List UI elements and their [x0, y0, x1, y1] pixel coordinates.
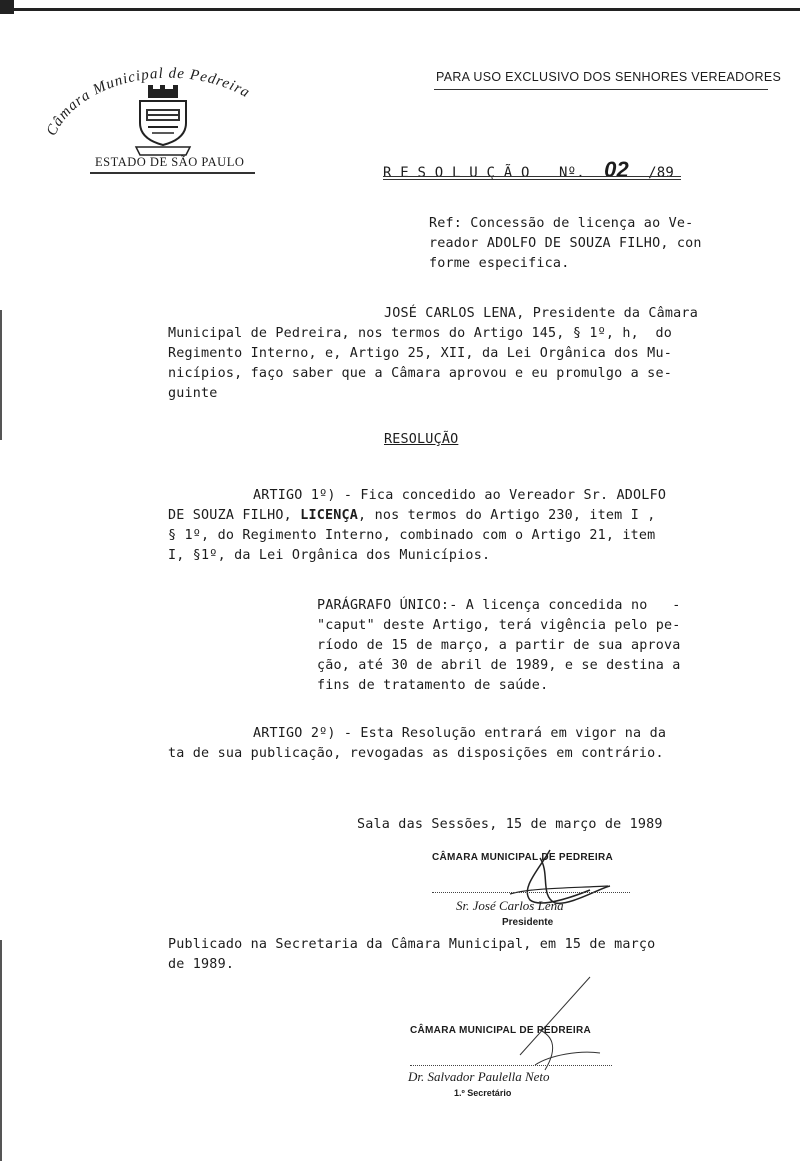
article-1-text: , nos termos do Artigo 230, item I ,: [358, 508, 656, 523]
resolution-number-prefix: Nº.: [558, 165, 585, 181]
coat-of-arms-seal: [40, 55, 300, 165]
ref-line: Ref: Concessão de licença ao Ve-: [429, 216, 694, 231]
article-1-line: § 1º, do Regimento Interno, combinado com o Artigo 21, item: [168, 528, 656, 543]
ref-line: reador ADOLFO DE SOUZA FILHO, con: [429, 236, 702, 251]
publication-line: Publicado na Secretaria da Câmara Municipal, em 15 de março: [168, 937, 656, 952]
article-1-line: [168, 508, 655, 523]
article-2-line: ta de sua publicação, revogadas as disposições em contrário.: [168, 746, 664, 761]
article-2-line: ARTIGO 2º) - Esta Resolução entrará em vigor na da: [253, 726, 667, 741]
exclusive-use-underline: [434, 89, 768, 90]
scan-corner-mark: [0, 0, 14, 14]
resolution-year: /89: [648, 165, 675, 181]
sole-paragraph-line: fins de tratamento de saúde.: [317, 678, 549, 693]
chamber-stamp: CÂMARA MUNICIPAL DE PEDREIRA: [410, 1025, 591, 1036]
chamber-stamp: CÂMARA MUNICIPAL DE PEDREIRA: [432, 852, 613, 863]
scan-left-mark: [0, 310, 2, 440]
intro-line: JOSÉ CARLOS LENA, Presidente da Câmara: [384, 306, 698, 321]
resolution-number: 02: [604, 157, 629, 182]
banner-ribbon: [136, 147, 190, 155]
president-role: Presidente: [502, 917, 554, 928]
publication-line: de 1989.: [168, 957, 235, 972]
signature-block-president: [420, 848, 640, 928]
ref-line: forme especifica.: [429, 256, 570, 271]
article-1-line: I, §1º, da Lei Orgânica dos Municípios.: [168, 548, 491, 563]
sole-paragraph-line: ríodo de 15 de março, a partir de sua aprova: [317, 638, 681, 653]
scan-top-border: [0, 8, 800, 11]
intro-line: Municipal de Pedreira, nos termos do Artigo 145, § 1º, h, do: [168, 326, 672, 341]
license-bold: LICENÇA: [300, 508, 359, 523]
sole-paragraph-line: PARÁGRAFO ÚNICO:- A licença concedida no -: [317, 598, 681, 613]
place-date: Sala das Sessões, 15 de março de 1989: [357, 817, 663, 832]
resolution-label: R E S O L U Ç Ã O: [383, 165, 530, 181]
exclusive-use-notice: PARA USO EXCLUSIVO DOS SENHORES VEREADORES: [436, 70, 782, 84]
sole-paragraph-line: "caput" deste Artigo, terá vigência pelo pe-: [317, 618, 681, 633]
state-label: ESTADO DE SÃO PAULO: [95, 155, 245, 169]
signature-line: [410, 1065, 612, 1066]
president-name: Sr. José Carlos Lena: [456, 898, 564, 913]
sole-paragraph-line: ção, até 30 de abril de 1989, e se destina a: [317, 658, 681, 673]
letterhead-emblem: [40, 55, 300, 175]
resolution-double-underline: [383, 176, 681, 180]
intro-line: nicípios, faço saber que a Câmara aprovou e eu promulgo a se-: [168, 366, 672, 381]
intro-line: guinte: [168, 386, 218, 401]
signature-line: [432, 892, 630, 893]
article-1-line: ARTIGO 1º) - Fica concedido ao Vereador Sr. ADOLFO: [253, 488, 667, 503]
scan-left-mark-lower: [0, 940, 2, 1161]
resolution-heading: RESOLUÇÃO: [384, 432, 459, 447]
intro-line: Regimento Interno, e, Artigo 25, XII, da Lei Orgânica dos Mu-: [168, 346, 672, 361]
secretary-name: Dr. Salvador Paulella Neto: [408, 1069, 550, 1084]
secretary-role: 1.º Secretário: [454, 1088, 512, 1098]
signature-block-secretary: [400, 975, 640, 1105]
crown-icon: [148, 85, 178, 98]
article-1-text: DE SOUZA FILHO,: [168, 508, 301, 523]
shield-icon: [140, 101, 186, 145]
emblem-arc-text: Câmara Municipal de Pedreira: [43, 65, 253, 139]
state-underline: [90, 172, 255, 174]
